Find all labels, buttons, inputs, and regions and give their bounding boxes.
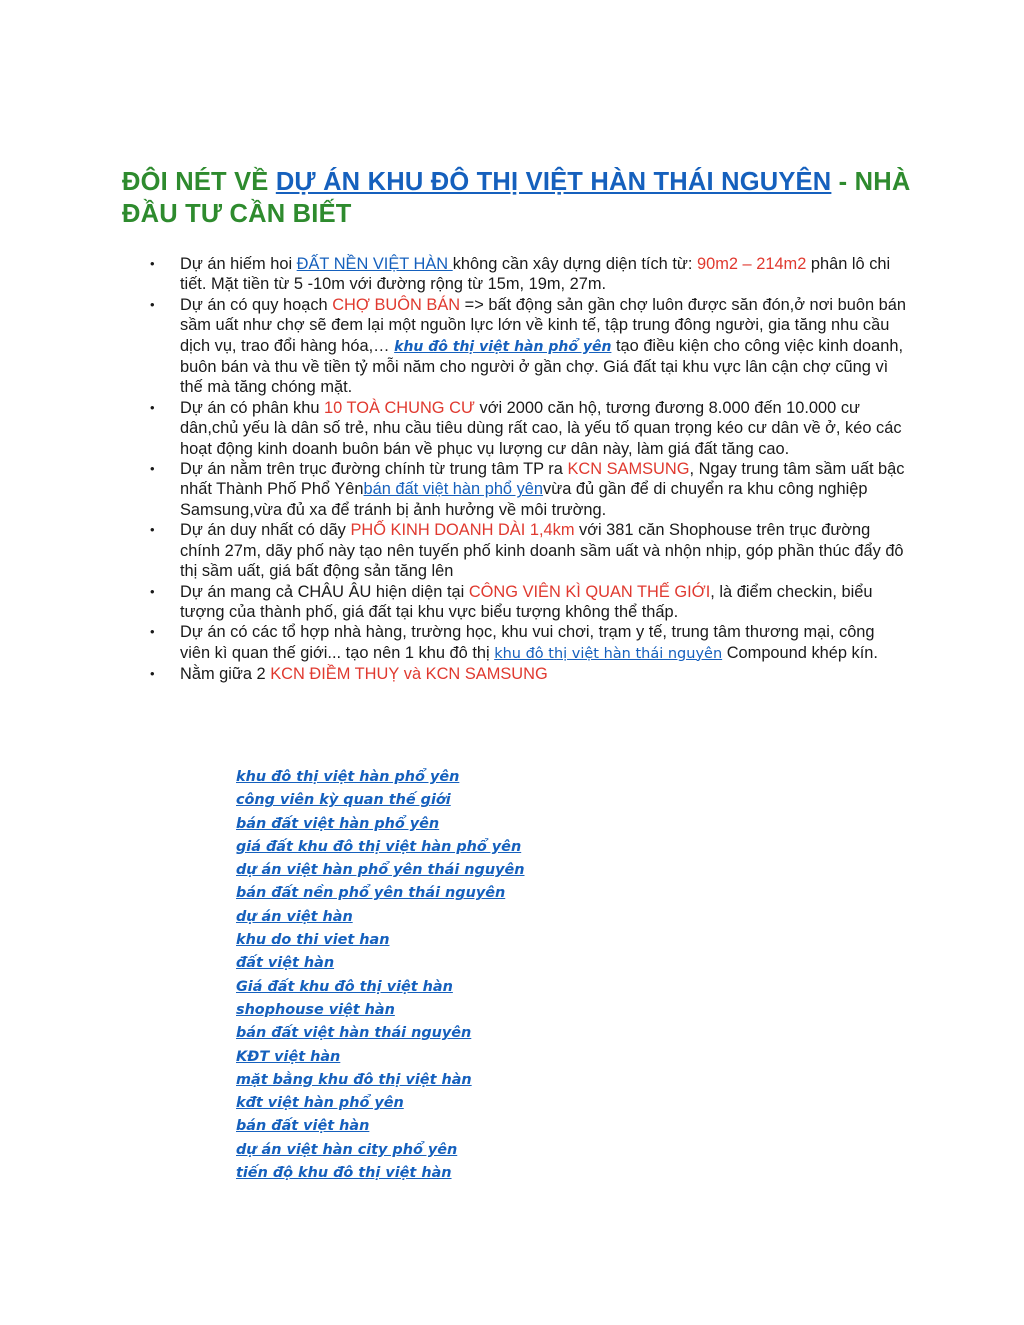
- keyword-link[interactable]: khu do thi viet han: [236, 932, 390, 949]
- inline-link[interactable]: khu đô thị việt hàn thái nguyên: [494, 645, 723, 662]
- highlight-text: CÔNG VIÊN KÌ QUAN THẾ GIỚI: [468, 582, 711, 601]
- page-title: [122, 166, 912, 230]
- feature-item: • Dự án mang cả CHÂU ÂU hiện diện tại CÔNG VIÊN KÌ QUAN THẾ GIỚI, là điểm checkin, biểu tượng của thành phố, giá đất tại khu vực biểu tượng không thể thấp.: [150, 582, 873, 621]
- bullet-icon: •: [150, 256, 155, 271]
- feature-item: • Dự án nằm trên trục đường chính từ trung tâm TP ra KCN SAMSUNG, Ngay trung tâm sầm uất bậc nhất Thành Phố Phổ Yênbán đất việt hàn phổ yênvừa đủ gần để di chuyển ra khu công nghiệp Samsung,vừa đủ xa để tránh bị ảnh hưởng về môi trường.: [150, 460, 905, 519]
- keyword-link-list: [236, 766, 525, 1185]
- bullet-icon: •: [150, 583, 155, 599]
- bullet-icon: •: [150, 461, 155, 477]
- bullet-icon: •: [150, 399, 155, 415]
- keyword-link[interactable]: shophouse việt hàn: [236, 1001, 395, 1018]
- title-prefix: ĐÔI NÉT VỀ: [122, 168, 276, 196]
- bullet-icon: •: [150, 624, 155, 640]
- bullet-icon: •: [150, 296, 155, 312]
- keyword-link[interactable]: mặt bằng khu đô thị việt hàn: [236, 1071, 472, 1088]
- keyword-link[interactable]: Giá đất khu đô thị việt hàn: [236, 978, 453, 995]
- keyword-link[interactable]: khu đô thị việt hàn phổ yên: [236, 769, 460, 785]
- feature-item: • Dự án duy nhất có dãy PHỐ KINH DOANH DÀI 1,4km với 381 căn Shophouse trên trục đường chính 27m, dãy phố này tạo nên tuyến phố kinh doanh sầm uất và nhộn nhịp, góp phần thúc đẩy đô thị sầm uất, giá bất động sản tăng lên: [150, 521, 904, 581]
- feature-item: • Dự án hiếm hoi ĐẤT NỀN VIỆT HÀN không cần xây dựng diện tích từ: 90m2 – 214m2 phân lô chi tiết. Mặt tiền từ 5 -10m với đường rộng từ 15m, 19m, 27m.: [150, 255, 891, 294]
- highlight-text: 10 TOÀ CHUNG CƯ: [324, 398, 475, 417]
- keyword-link[interactable]: bán đất việt hàn phổ yên: [236, 815, 440, 832]
- keyword-link[interactable]: dự án việt hàn phổ yên thái nguyên: [236, 862, 525, 879]
- title-suffix: - NHÀ ĐẦU TƯ CẦN BIẾT: [122, 168, 911, 228]
- keyword-link[interactable]: bán đất việt hàn: [236, 1118, 370, 1135]
- keyword-link[interactable]: bán đất nền phổ yên thái nguyên: [236, 885, 506, 902]
- title-project-link[interactable]: DỰ ÁN KHU ĐÔ THỊ VIỆT HÀN THÁI NGUYÊN: [275, 168, 832, 196]
- highlight-text: KCN ĐIỀM THUỴ và KCN SAMSUNG: [270, 665, 548, 684]
- keyword-link[interactable]: đất việt hàn: [236, 955, 335, 972]
- keyword-link[interactable]: KĐT việt hàn: [236, 1048, 341, 1065]
- highlight-text: 90m2 – 214m2: [696, 255, 807, 273]
- bullet-icon: •: [150, 666, 155, 682]
- feature-item: • Nằm giữa 2 KCN ĐIỀM THUỴ và KCN SAMSUNG: [150, 665, 548, 684]
- feature-item: • Dự án có các tổ hợp nhà hàng, trường học, khu vui chơi, trạm y tế, trung tâm thương mại, công viên kì quan thế giới... tạo nên 1 khu đô thị khu đô thị việt hàn thái nguyên Compound khép kín.: [150, 623, 878, 662]
- keyword-link[interactable]: tiến độ khu đô thị việt hàn: [236, 1165, 452, 1182]
- keyword-link[interactable]: bán đất việt hàn thái nguyên: [236, 1025, 472, 1042]
- inline-link[interactable]: khu đô thị việt hàn phổ yên: [394, 338, 612, 355]
- keyword-link[interactable]: kđt việt hàn phổ yên: [236, 1095, 404, 1112]
- keyword-link[interactable]: công viên kỳ quan thế giới: [236, 792, 451, 809]
- feature-list: [148, 254, 908, 685]
- keyword-link[interactable]: giá đất khu đô thị việt hàn phổ yên: [236, 838, 522, 855]
- highlight-text: CHỢ BUÔN BÁN: [332, 295, 461, 314]
- highlight-text: PHỐ KINH DOANH DÀI 1,4km: [350, 521, 575, 540]
- bullet-icon: •: [150, 522, 155, 538]
- keyword-link[interactable]: dự án việt hàn city phổ yên: [236, 1141, 458, 1158]
- highlight-link[interactable]: ĐẤT NỀN VIỆT HÀN: [296, 255, 453, 273]
- keyword-link[interactable]: dự án việt hàn: [236, 908, 353, 925]
- feature-item: • Dự án có phân khu 10 TOÀ CHUNG CƯ với 2000 căn hộ, tương đương 8.000 đến 10.000 cư dân,chủ yếu là dân số trẻ, nhu cầu tiêu dùng rất cao, là yếu tố quan trọng kéo cư dân về ở, kéo các hoạt động kinh doanh buôn bán về phục vụ lượng cư dân này, làm giá đất tăng cao.: [150, 398, 902, 458]
- feature-item: • Dự án có quy hoạch CHỢ BUÔN BÁN => bất động sản gần chợ luôn được săn đón,ở nơi buôn bán sầm uất như chợ sẽ đem lại một nguồn lực lớn về kinh tế, tập trung đông người, gia tăng nhu cầu dịch vụ, trao đổi hàng hóa,… khu đô thị việt hàn phổ yên tạo điều kiện cho công việc kinh doanh, buôn bán và thu về tiền tỷ mỗi năm cho người ở gần chợ. Giá đất tại khu vực lân cận chợ cũng vì thế mà tăng chóng mặt.: [150, 295, 906, 397]
- highlight-text: KCN SAMSUNG: [567, 460, 690, 479]
- inline-link[interactable]: bán đất việt hàn phổ yên: [363, 480, 544, 499]
